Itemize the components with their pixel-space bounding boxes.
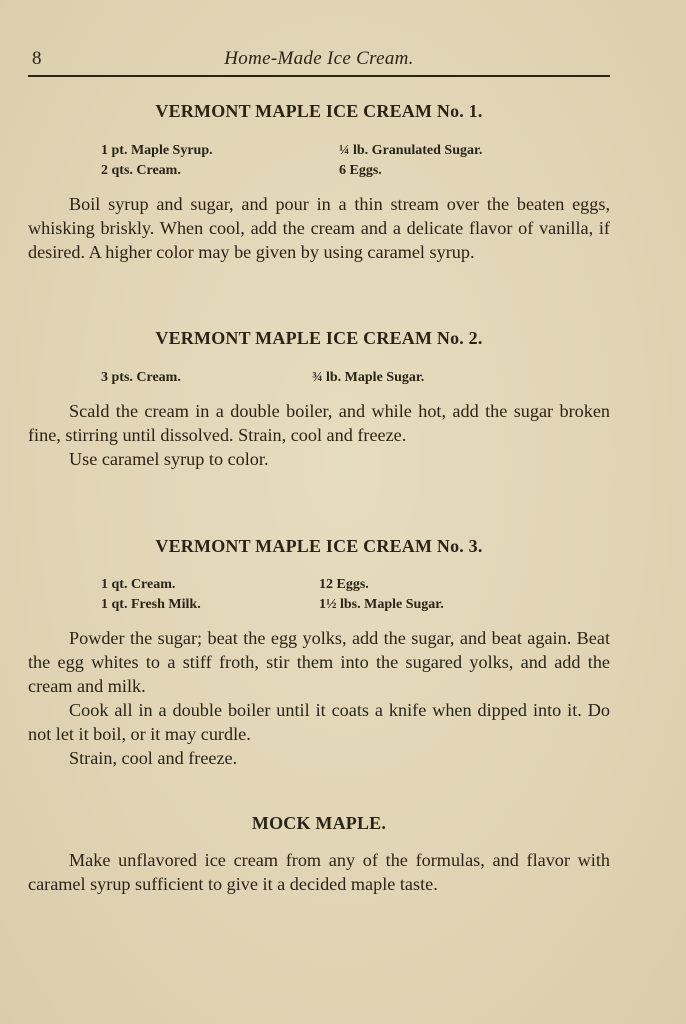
- paragraph: Powder the sugar; beat the egg yolks, add the sugar, and beat again. Beat the egg whites to a stiff froth, stir them into the sugared yolks, and add the cream and milk.: [28, 628, 610, 696]
- recipe-3-title: VERMONT MAPLE ICE CREAM No. 3.: [155, 536, 483, 556]
- paragraph: Cook all in a double boiler until it coats a knife when dipped into it. Do not let it boil, or it may curdle.: [28, 700, 610, 744]
- recipe-2-ingredient: 3 pts. Cream.: [101, 370, 181, 385]
- recipe-3-ingredient: 1½ lbs. Maple Sugar.: [319, 597, 444, 612]
- page-number: 8: [32, 48, 42, 69]
- recipe-4-directions: [28, 848, 610, 896]
- recipe-2-directions: [28, 399, 610, 471]
- paragraph: Strain, cool and freeze.: [69, 748, 238, 768]
- recipe-4-title: MOCK MAPLE.: [251, 813, 387, 833]
- recipe-1-directions: [28, 192, 610, 264]
- paragraph: Make unflavored ice cream from any of the formulas, and flavor with caramel syrup sufficient to give it a decided maple taste.: [28, 850, 610, 894]
- recipe-3-ingredient: 12 Eggs.: [319, 577, 369, 592]
- recipe-3-ingredient: 1 qt. Fresh Milk.: [101, 597, 201, 612]
- header-rule: [28, 75, 610, 77]
- paragraph: Scald the cream in a double boiler, and while hot, add the sugar broken fine, stirring until dissolved. Strain, cool and freeze.: [28, 401, 610, 445]
- recipe-3-ingredient: 1 qt. Cream.: [101, 577, 176, 592]
- paragraph: Use caramel syrup to color.: [69, 449, 269, 469]
- recipe-1-title: VERMONT MAPLE ICE CREAM No. 1.: [155, 101, 483, 121]
- recipe-1-ingredient: ¼ lb. Granulated Sugar.: [339, 143, 483, 158]
- recipe-1-ingredient: 6 Eggs.: [339, 163, 382, 178]
- recipe-1-ingredient: 2 qts. Cream.: [101, 163, 181, 178]
- running-title: Home-Made Ice Cream.: [224, 48, 414, 69]
- recipe-2-ingredient: ¾ lb. Maple Sugar.: [312, 370, 425, 385]
- recipe-1-ingredient: 1 pt. Maple Syrup.: [101, 143, 213, 158]
- recipe-3-directions: [28, 626, 610, 770]
- paragraph: Boil syrup and sugar, and pour in a thin stream over the beaten eggs, whisking briskly. When cool, add the cream and a delicate flavor of vanilla, if desired. A higher color may be given by using caramel syrup.: [28, 194, 610, 262]
- recipe-2-title: VERMONT MAPLE ICE CREAM No. 2.: [155, 328, 483, 348]
- page-header: [28, 46, 610, 72]
